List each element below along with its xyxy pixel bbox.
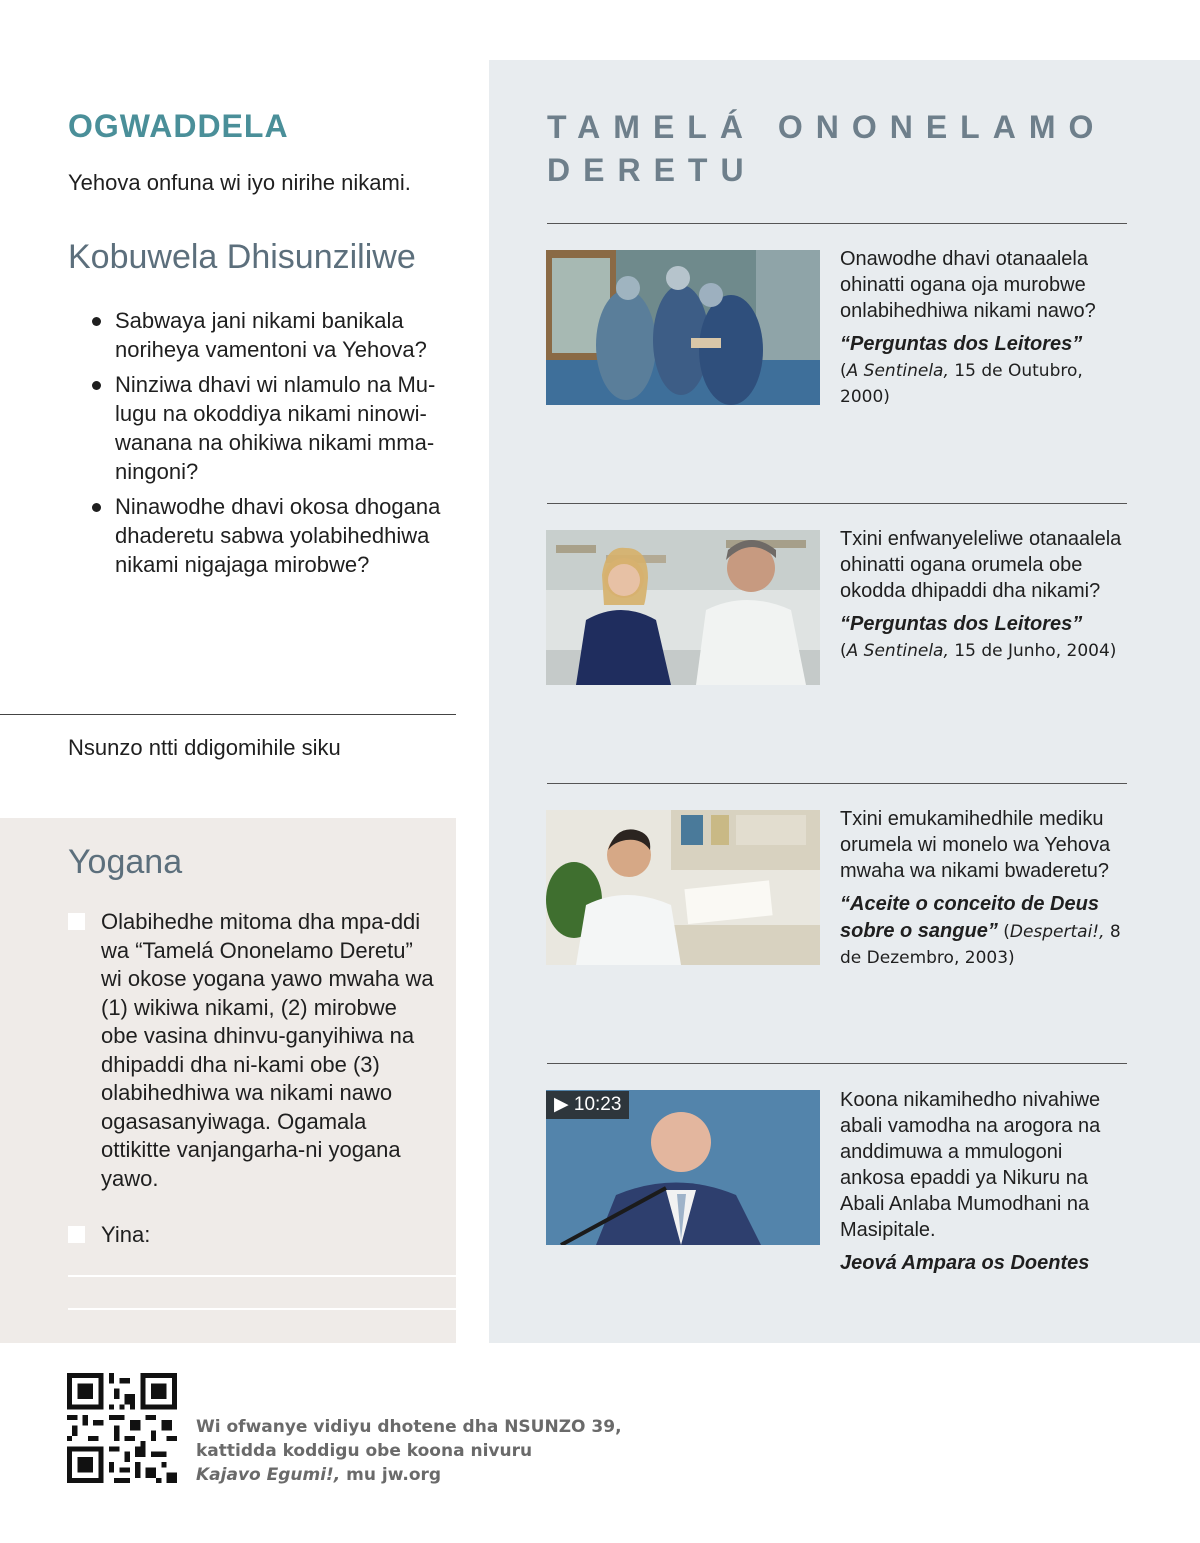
- divider: [547, 1063, 1127, 1064]
- resource-description: Koona nikamihedho nivahiwe abali vamodha na arogora na anddimuwa a mmulogoni ankosa epaddi ya Nikuru na Abali Anlaba Mumodhani na Masipitale.: [840, 1089, 1101, 1241]
- resource-source: (Despertai!, 8 de Dezembro, 2003): [840, 922, 1121, 968]
- challenge-heading: Yogana: [68, 843, 183, 881]
- resource-reference[interactable]: [840, 611, 1130, 664]
- smiling-doctor-photo[interactable]: [546, 810, 820, 965]
- resource-reference[interactable]: [840, 1250, 1130, 1277]
- writing-line[interactable]: [68, 1275, 456, 1277]
- explore-heading: TAMELÁ ONONELAMO DERETU: [547, 109, 1107, 188]
- summary-heading: OGWADDELA: [68, 108, 289, 144]
- bullet-icon: [92, 503, 101, 512]
- divider: [547, 223, 1127, 224]
- resource-title[interactable]: “Perguntas dos Leitores”: [840, 613, 1083, 635]
- footer-note: Wi ofwanye vidiyu dhotene dha NSUNZO 39, kattidda koddigu obe koona nivuru Kajavo Egumi!, mu jw.org: [196, 1417, 622, 1485]
- qr-code-icon[interactable]: [67, 1373, 177, 1483]
- checkbox[interactable]: [68, 913, 85, 930]
- doctor-illustration: [546, 810, 820, 965]
- other-task-label: Yina:: [101, 1222, 151, 1247]
- video-title[interactable]: Jeová Ampara os Doentes: [840, 1252, 1090, 1274]
- resource-description: Txini emukamihedhile mediku orumela wi monelo wa Yehova mwaha wa nikami bwaderetu?: [840, 808, 1111, 882]
- surgery-team-photo[interactable]: [546, 250, 820, 405]
- resource-reference[interactable]: [840, 891, 1130, 971]
- checkbox[interactable]: [68, 1226, 85, 1243]
- divider: [0, 714, 456, 715]
- resource-source: (A Sentinela, 15 de Outubro, 2000): [840, 361, 1083, 407]
- divider: [547, 503, 1127, 504]
- review-question: Ninziwa dhavi wi nlamulo na Mu-lugu na okoddiya nikami ninowi-wanana na ohikiwa nikami mma-ningoni?: [88, 370, 468, 486]
- bullet-icon: [92, 381, 101, 390]
- resource-title[interactable]: “Perguntas dos Leitores”: [840, 333, 1083, 355]
- summary-text: Yehova onfuna wi iyo nirihe nikami.: [68, 170, 411, 195]
- review-question-list: [88, 306, 468, 585]
- divider: [547, 783, 1127, 784]
- resource-source: (A Sentinela, 15 de Junho, 2004): [840, 641, 1117, 661]
- writing-line[interactable]: [68, 1308, 456, 1310]
- resource-reference[interactable]: [840, 331, 1130, 410]
- challenge-task-text: Olabihedhe mitoma dha mpa-ddi wa “Tamelá Ononelamo Deretu” wi okose yogana yawo mwaha wa (1) wikiwa nikami, (2) mirobwe obe vasina dhinvu-ganyihiwa na dhipaddi dha ni-kami obe (3) olabihedhiwa wa nikami nawo ogasasanyiwaga. Ogamala ottikitte vanjangarha-ni yogana yawo.: [101, 909, 434, 1191]
- resource-title[interactable]: “Aceite o conceito de Deus sobre o sangue”: [840, 893, 1099, 942]
- book-title-link[interactable]: Kajavo Egumi!,: [196, 1465, 341, 1485]
- review-heading: Kobuwela Dhisunziliwe: [68, 238, 416, 276]
- challenge-task: [68, 908, 438, 1193]
- surgery-illustration: [546, 250, 820, 405]
- video-duration-badge: ▶ 10:23: [546, 1091, 629, 1119]
- resource-description: Txini enfwanyeleliwe otanaalela ohinatti ogana orumela obe okodda dhipaddi dha nikami?: [840, 528, 1122, 602]
- woman-doctor-conversation-photo[interactable]: [546, 530, 820, 685]
- review-question: Sabwaya jani nikami banikala noriheya vamentoni va Yehova?: [88, 306, 468, 364]
- review-question: Ninawodhe dhavi okosa dhogana dhaderetu sabwa yolabihedhiwa nikami nigajaga mirobwe?: [88, 492, 468, 579]
- lesson-completed-label: Nsunzo ntti ddigomihile siku: [68, 735, 341, 760]
- resource-description: Onawodhe dhavi otanaalela ohinatti ogana oja murobwe onlabihedhiwa nikami nawo?: [840, 248, 1096, 322]
- other-task: [68, 1221, 438, 1250]
- conversation-illustration: [546, 530, 820, 685]
- bullet-icon: [92, 317, 101, 326]
